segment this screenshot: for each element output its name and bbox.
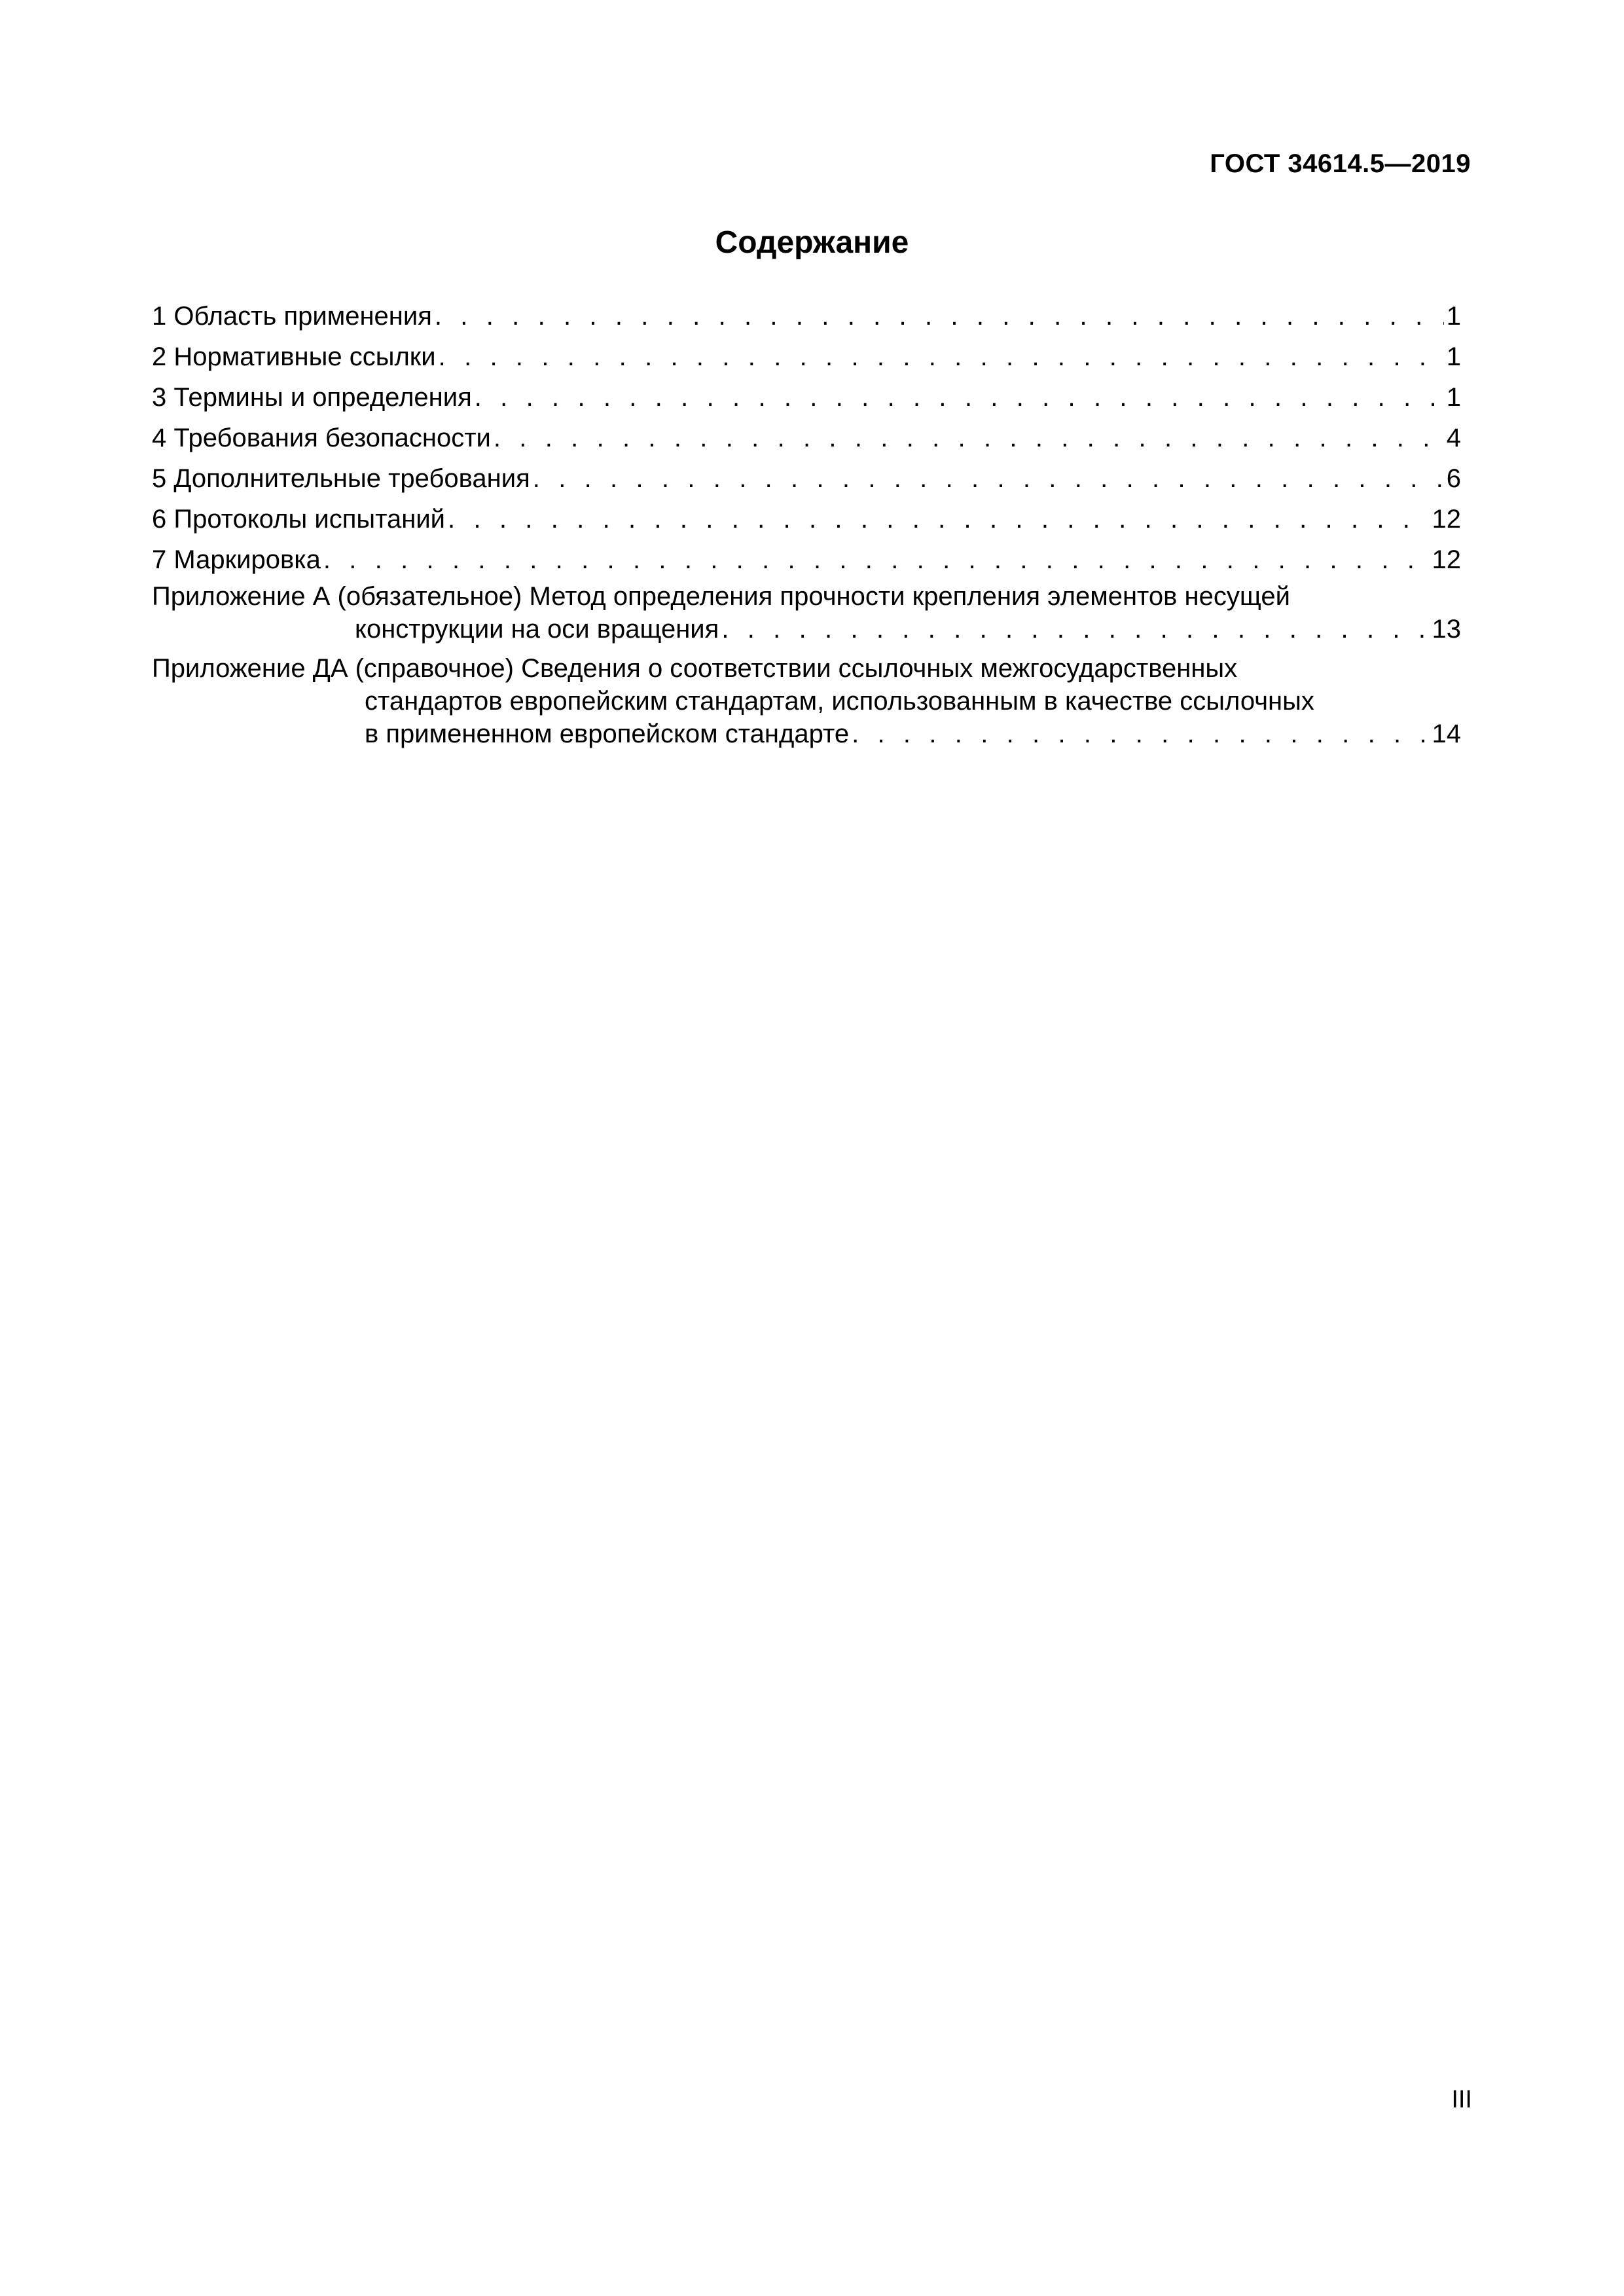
dot-leader [323, 539, 1430, 580]
toc-entry-label: стандартов европейским стандартам, использованным в качестве ссылочных [365, 687, 1314, 716]
dot-leader [448, 499, 1429, 539]
toc-entry-label: Приложение А (обязательное) Метод определения прочности крепления элементов несущей [152, 582, 1290, 611]
dot-leader [439, 337, 1444, 377]
dot-leader [475, 377, 1444, 418]
dot-leader [721, 613, 1429, 646]
toc-entry-scope[interactable] [152, 296, 1461, 337]
toc-entry-page: 6 [1446, 464, 1461, 493]
toc-entry-label: 6 Протоколы испытаний [152, 505, 446, 534]
toc-entry-page: 14 [1432, 720, 1461, 748]
toc-entry-label: в примененном европейском стандарте [365, 720, 850, 748]
toc-entry-label: 5 Дополнительные требования [152, 464, 530, 493]
dot-leader [533, 458, 1444, 499]
toc-entry-line [152, 685, 1461, 718]
toc-entry-page: 1 [1446, 383, 1461, 412]
toc-entry-page: 4 [1446, 424, 1461, 452]
toc-entry-normative-references[interactable] [152, 337, 1461, 377]
toc-entry-label: 1 Область применения [152, 302, 432, 331]
toc-entry-page: 13 [1432, 615, 1461, 644]
toc-entry-marking[interactable] [152, 539, 1461, 580]
toc-entry-line [152, 613, 1461, 646]
toc-entry-safety-requirements[interactable] [152, 418, 1461, 458]
toc-entry-label: 4 Требования безопасности [152, 424, 491, 452]
toc-entry-label: Приложение ДА (справочное) Сведения о соответствии ссылочных межгосударственных [152, 654, 1238, 683]
toc-entry-additional-requirements[interactable] [152, 458, 1461, 499]
toc-entry-label: 3 Термины и определения [152, 383, 472, 412]
toc-entry-label: 2 Нормативные ссылки [152, 342, 436, 371]
toc-title: Содержание [715, 225, 909, 260]
toc-entry-terms[interactable] [152, 377, 1461, 418]
toc-entry-line [152, 652, 1461, 685]
toc-entry-label: 7 Маркировка [152, 545, 321, 574]
toc-entry-page: 12 [1432, 505, 1461, 534]
toc-entry-page: 1 [1446, 342, 1461, 371]
page-number: III [1451, 2086, 1472, 2113]
dot-leader [494, 418, 1444, 458]
toc-entry-appendix-a[interactable] [152, 580, 1461, 646]
dot-leader [435, 296, 1444, 337]
toc-entry-page: 12 [1432, 545, 1461, 574]
toc-entry-line [152, 718, 1461, 750]
dot-leader [852, 718, 1429, 750]
toc-entry-appendix-da[interactable] [152, 652, 1461, 750]
toc-entry-line [152, 580, 1461, 613]
toc-entry-test-reports[interactable] [152, 499, 1461, 539]
toc-entry-page: 1 [1446, 302, 1461, 331]
document-code: ГОСТ 34614.5—2019 [1210, 149, 1471, 178]
table-of-contents [152, 296, 1461, 750]
toc-entry-label: конструкции на оси вращения [355, 615, 719, 644]
